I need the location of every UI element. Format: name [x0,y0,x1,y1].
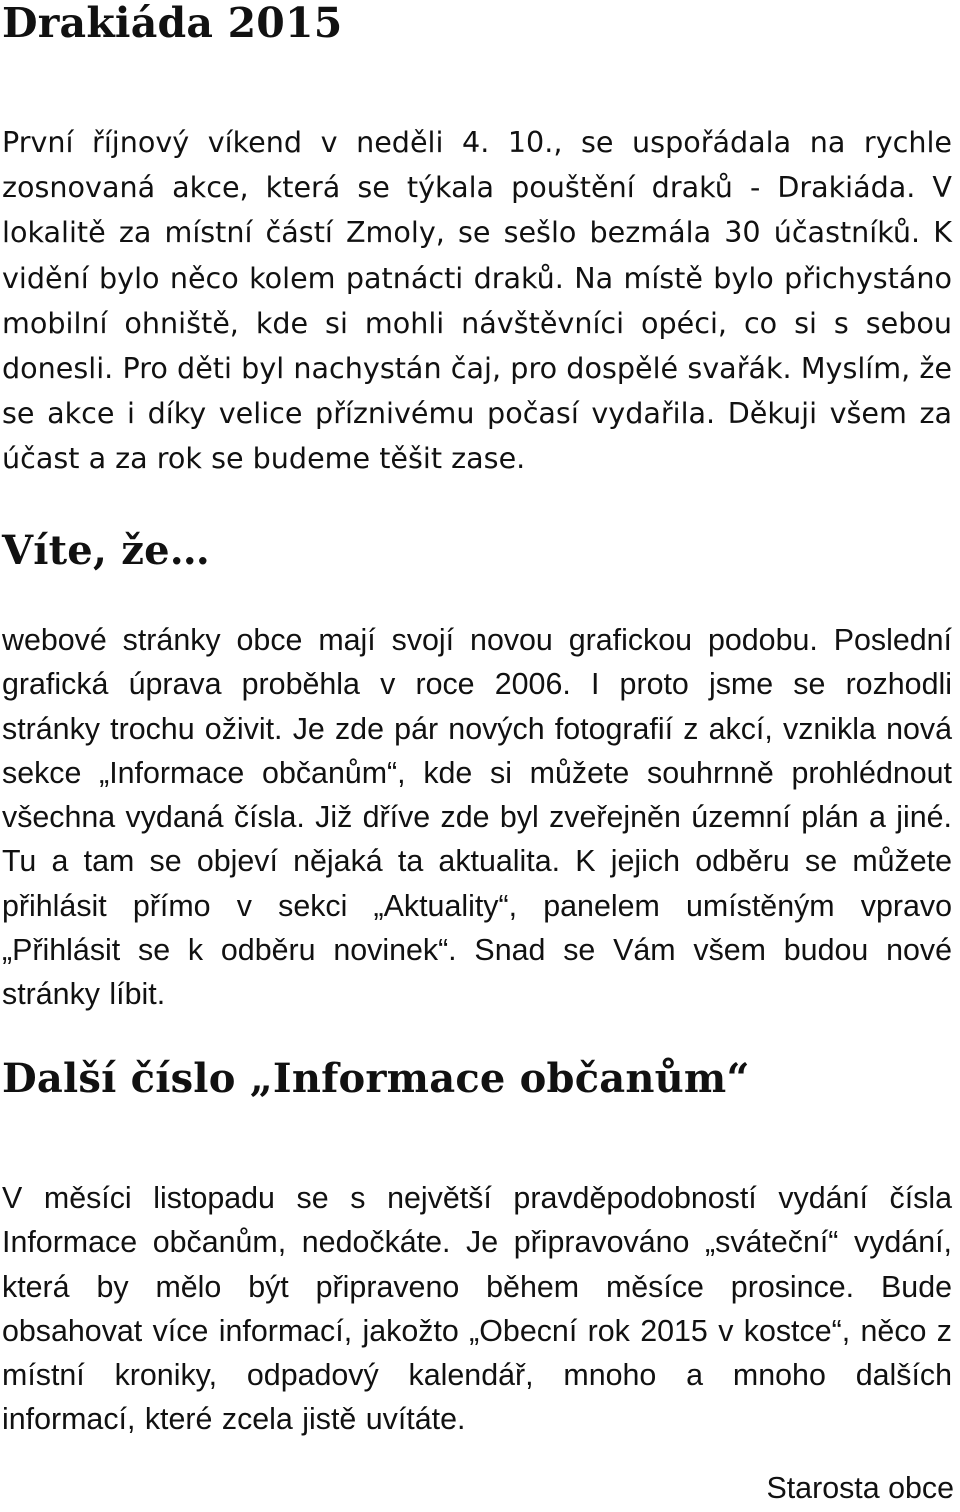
article-body-dalsi-cislo: V měsíci listopadu se s největší pravděpodobností vydání čísla Informace občanům, nedočkáte. Je připravováno „sváteční“ vydání, která by mělo být připraveno během měsíce prosince. Bude obsahovat více informací, jakožto „Obecní rok 2015 v kostce“, něco z místní kroniky, odpadový kalendář, mnoho a mnoho dalších informací, které zcela jistě uvítáte. [2,1181,952,1437]
article-title-drakiada: Drakiáda 2015 [2,0,343,47]
signature: Starosta obce [766,1471,954,1505]
article-body-vite-ze: webové stránky obce mají svojí novou grafickou podobu. Poslední grafická úprava proběhla v roce 2006. I proto jsme se rozhodli stránky trochu oživit. Je zde pár nových fotografií z akcí, vznikla nová sekce „Informace občanům“, kde si můžete souhrnně prohlédnout všechna vydaná čísla. Již dříve zde byl zveřejněn územní plán a jiné. Tu a tam se objeví nějaká ta aktualita. K jejich odběru se můžete přihlásit přímo v sekci „Aktuality“, panelem umístěným vpravo „Přihlásit se k odběru novinek“. Snad se Vám všem budou nové stránky líbit. [2,623,952,1012]
article-title-dalsi-cislo: Další číslo „Informace občanům“ [2,1055,750,1102]
article-title-vite-ze: Víte, že… [2,527,210,574]
article-body-drakiada: První říjnový víkend v neděli 4. 10., se uspořádala na rychle zosnovaná akce, která se týkala pouštění draků - Drakiáda. V lokalitě za místní částí Zmoly, se sešlo bezmála 30 účastníků. K vidění bylo něco kolem patnácti draků. Na místě bylo přichystáno mobilní ohniště, kde si mohli návštěvníci opéci, co si s sebou donesli. Pro děti byl nachystán čaj, pro dospělé svařák. Myslím, že se akce i díky velice příznivému počasí vydařila. Děkuji všem za účast a za rok se budeme těšit zase. [2,125,952,476]
